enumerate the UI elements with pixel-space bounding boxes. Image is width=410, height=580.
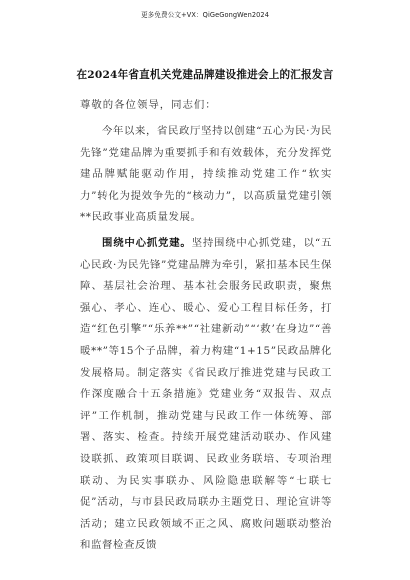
document-title: 在2024年省直机关党建品牌建设推进会上的汇报发言 — [76, 69, 334, 81]
paragraph-text: 坚持围绕中心抓党建，以“五心民政·为民先锋”党建品牌为牵引，紧扣基本民生保障、基层社会治理、基本社会服务民政职责，聚焦强心、孝心、连心、暖心、爱心工程目标任务，打造“红色引擎”“乐养**”“社建新动”“‘救’在身边”“善暖**”等15个子品牌，着力构建“1+15”民政品牌化发展格局。制定落实《省民政厅推进党建与民政工作深度融合十五条措施》党建业务“双报告、双点评”工作机制，推动党建与民政工作一体统筹、部署、落实、检查。持续开展党建活动联办、作风建设联抓、政策项目联调、民政业务联培、专项治理联动、为民实事联办、风险隐患联解等“七联七促”活动，与市县民政局联办主题党日、理论宣讲等活动；建立民政领域不正之风、腐败问题联动整治和监督检查反馈 — [80, 237, 332, 552]
salutation: 尊敬的各位领导，同志们： — [80, 99, 217, 111]
paragraph-text: 今年以来，省民政厅坚持以创建“五心为民·为民先锋”党建品牌为重要抓手和有效载体，充分发挥党建品牌赋能驱动作用，持续推动党建工作“软实力”转化为提效争先的“核动力”，以高质量党建引领**民政事业高质量发展。 — [80, 125, 332, 224]
paragraph-1 — [80, 121, 332, 229]
paragraph-lead-heading: 围绕中心抓党建。 — [102, 237, 192, 249]
header-note: 更多免费公文+VX：QiGeGongWen2024 — [140, 11, 270, 19]
paragraph-2 — [80, 233, 332, 557]
